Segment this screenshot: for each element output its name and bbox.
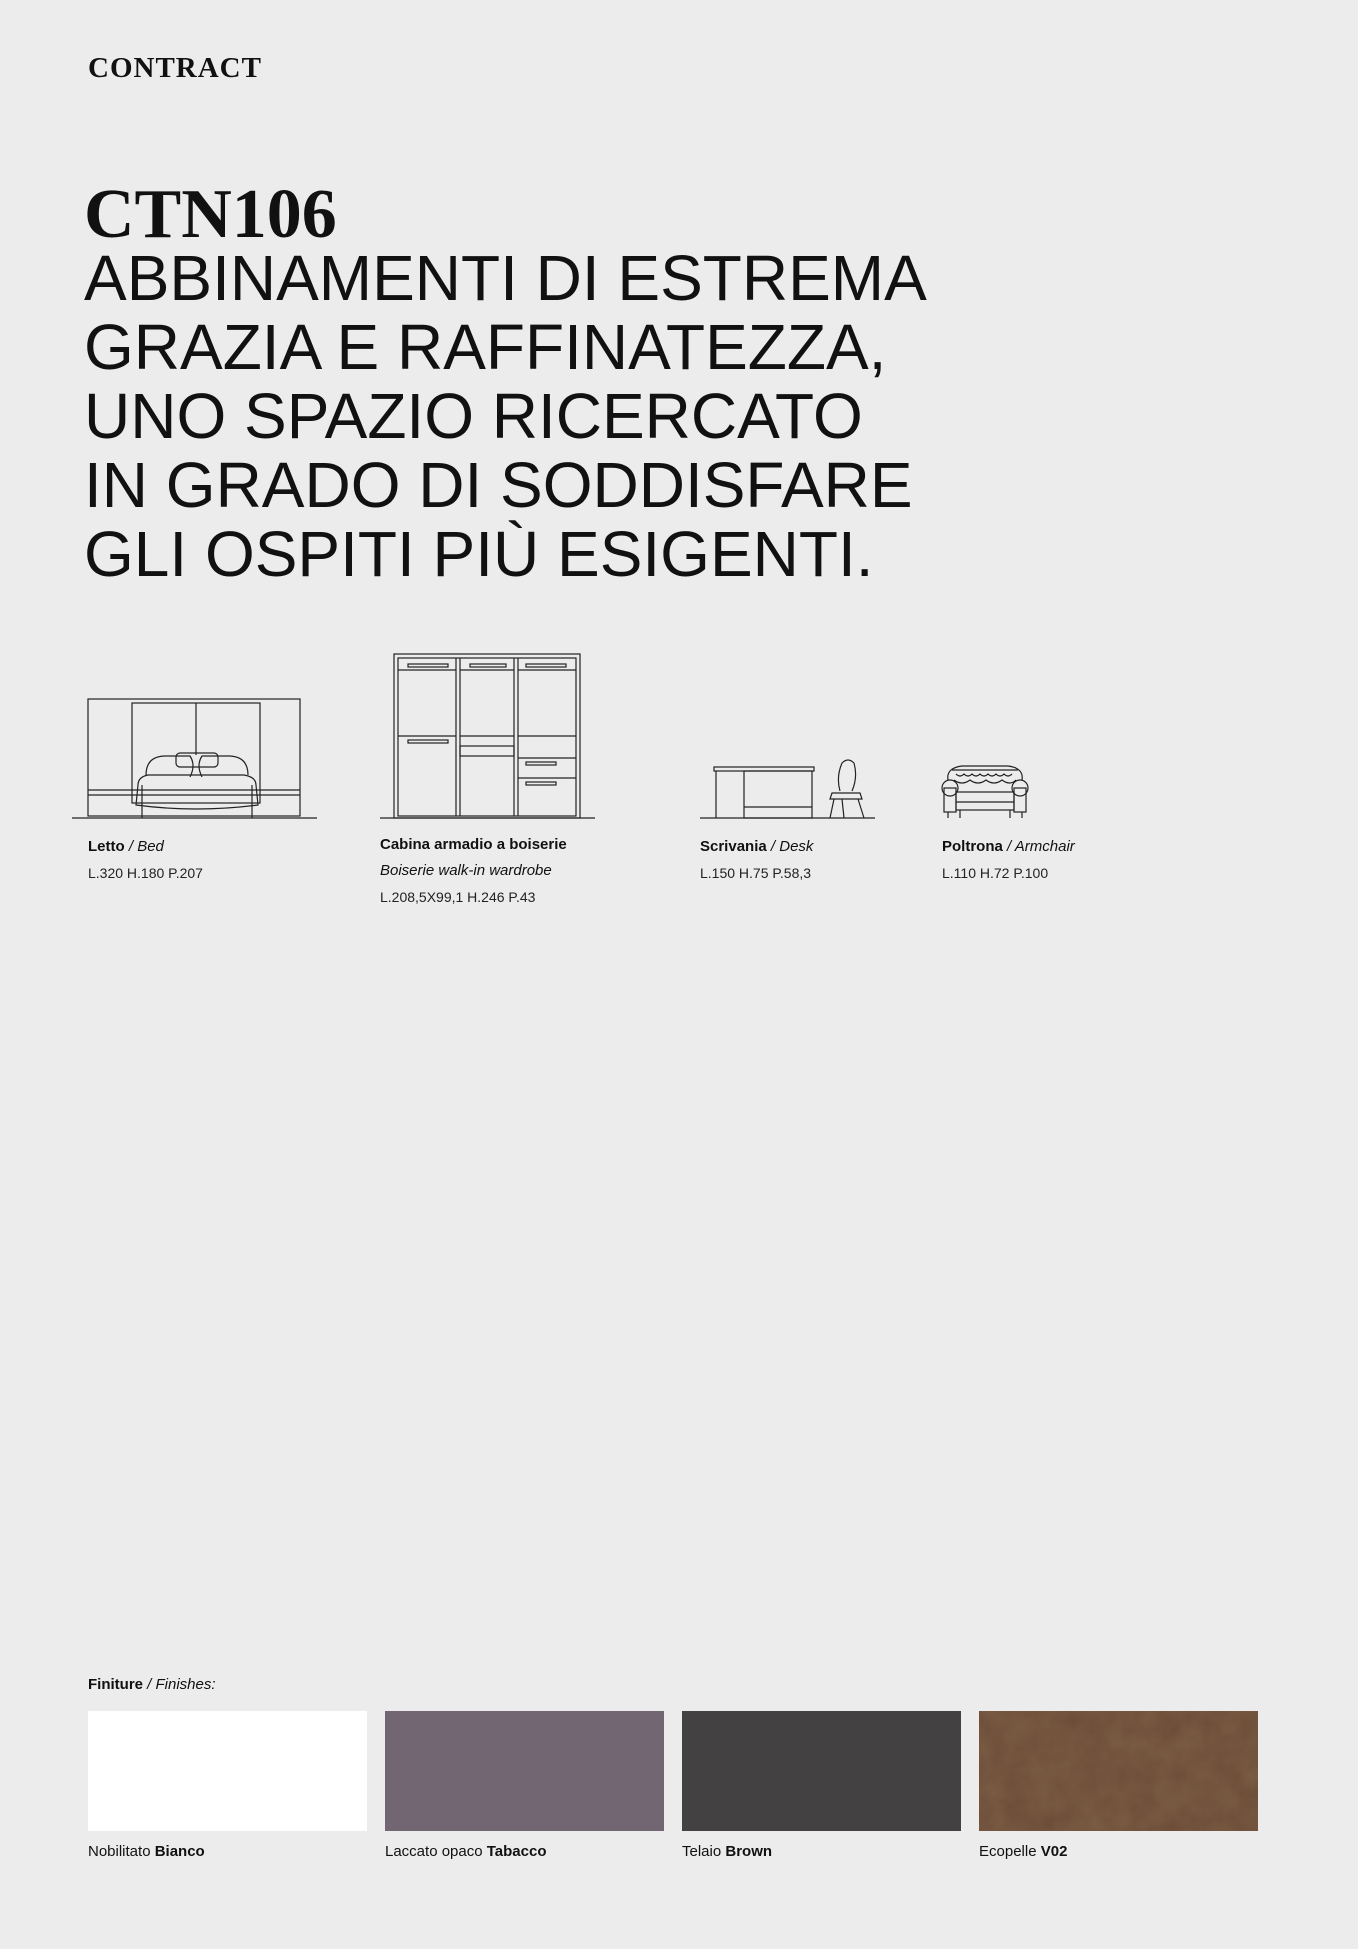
finish-name: Brown	[725, 1843, 773, 1860]
product-bed	[72, 695, 317, 886]
product-armchair	[940, 762, 1075, 886]
finish-name: Tabacco	[486, 1843, 547, 1860]
swatch-bianco	[88, 1711, 367, 1831]
product-name-en: Desk	[779, 838, 814, 855]
finish-label	[979, 1843, 1067, 1860]
finish-label	[88, 1843, 205, 1860]
headline-line: UNO SPAZIO RICERCATO	[84, 380, 863, 452]
label-separator: /	[766, 838, 780, 855]
product-dimensions: L.320 H.180 P.207	[88, 865, 203, 881]
product-dimensions: L.150 H.75 P.58,3	[700, 865, 812, 881]
finish-label	[682, 1843, 772, 1860]
product-name: Cabina armadio a boiserie	[380, 836, 567, 853]
product-dimensions: L.208,5X99,1 H.246 P.43	[380, 889, 536, 905]
leather-texture	[979, 1711, 1258, 1831]
finish-name: V02	[1040, 1843, 1068, 1860]
product-code: CTN106	[84, 176, 337, 253]
product-wardrobe	[380, 650, 595, 910]
headline-line: GLI OSPITI PIÙ ESIGENTI.	[84, 518, 874, 590]
product-name-en: Boiserie walk-in wardrobe	[380, 862, 552, 879]
label-separator: /	[143, 1676, 156, 1693]
finish-prefix: Nobilitato	[88, 1843, 155, 1860]
finishes-title-en: Finishes:	[155, 1676, 216, 1693]
product-name: Scrivania	[700, 838, 767, 855]
finish-prefix: Ecopelle	[979, 1843, 1041, 1860]
product-name-en: Armchair	[1014, 838, 1075, 855]
finish-prefix: Laccato opaco	[385, 1843, 487, 1860]
finish-label	[385, 1843, 547, 1860]
product-name: Letto	[88, 838, 125, 855]
swatch-brown	[682, 1711, 961, 1831]
finishes-title-it: Finiture	[88, 1676, 143, 1693]
label-separator: /	[124, 838, 138, 855]
headline-line: ABBINAMENTI DI ESTREMA	[84, 242, 927, 314]
product-dimensions: L.110 H.72 P.100	[942, 865, 1049, 881]
armchair-icon	[940, 762, 1030, 820]
desk-icon	[700, 755, 875, 820]
label-separator: /	[1002, 838, 1015, 855]
product-name: Poltrona	[942, 838, 1003, 855]
brand-logo: CONTRACT	[88, 52, 262, 84]
swatch-tabacco	[385, 1711, 664, 1831]
finish-name: Bianco	[154, 1843, 205, 1860]
headline	[84, 244, 1134, 589]
bed-icon	[72, 695, 317, 820]
product-name-en: Bed	[137, 838, 164, 855]
finish-prefix: Telaio	[682, 1843, 726, 1860]
product-desk	[700, 755, 875, 886]
swatch-v02	[979, 1711, 1258, 1831]
finishes-title	[88, 1676, 216, 1693]
headline-line: IN GRADO DI SODDISFARE	[84, 449, 913, 521]
headline-line: GRAZIA E RAFFINATEZZA,	[84, 311, 887, 383]
wardrobe-icon	[380, 650, 595, 820]
